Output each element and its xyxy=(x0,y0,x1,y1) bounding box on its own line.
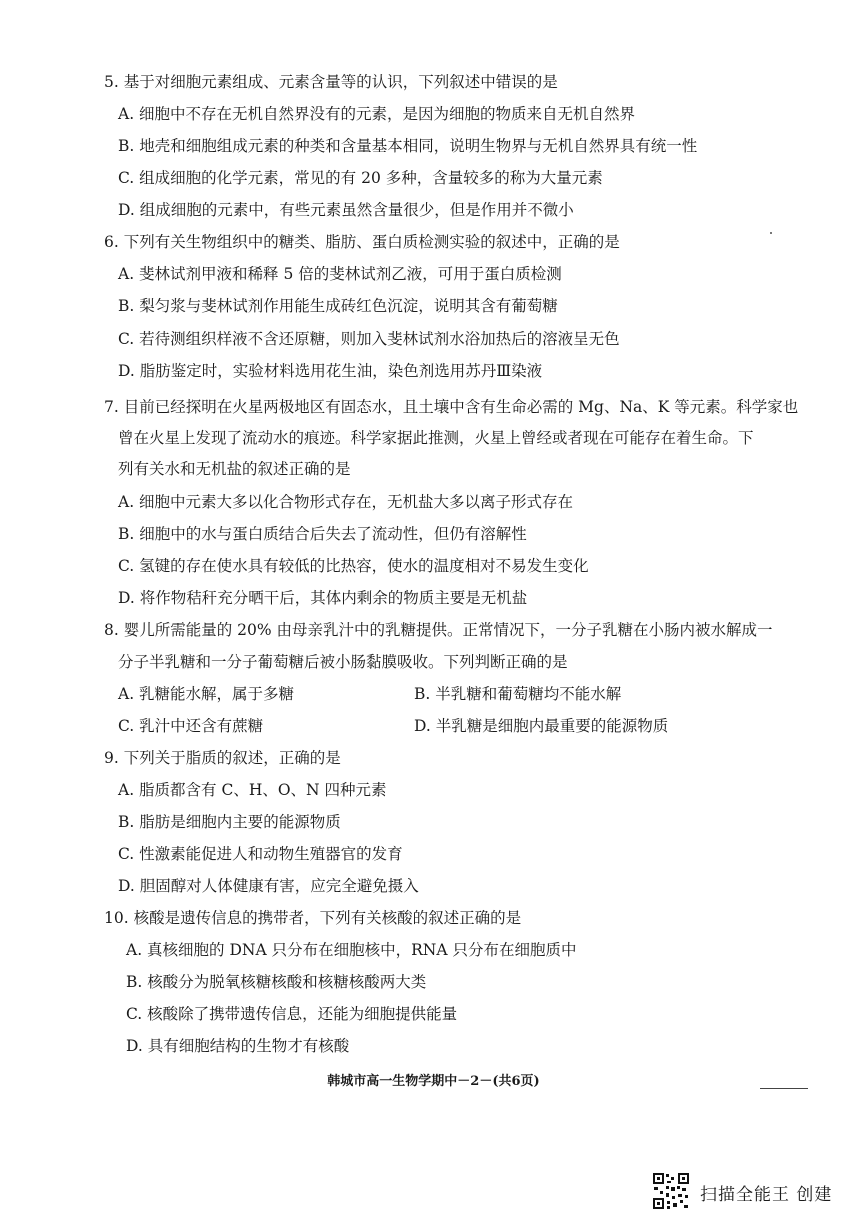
q8-option-b: B. 半乳糖和葡萄糖均不能水解 xyxy=(414,685,622,703)
q7-stem-line-1: 7. 目前已经探明在火星两极地区有固态水，且土壤中含有生命必需的 Mg、Na、K 等元素。科学家也 xyxy=(104,398,799,416)
scan-dot xyxy=(770,232,772,234)
q10-stem: 10. 核酸是遗传信息的携带者，下列有关核酸的叙述正确的是 xyxy=(104,909,522,927)
q10-option-d: D. 具有细胞结构的生物才有核酸 xyxy=(126,1037,350,1055)
q6-stem: 6. 下列有关生物组织中的糖类、脂肪、蛋白质检测实验的叙述中，正确的是 xyxy=(104,233,620,251)
q8-option-a: A. 乳糖能水解，属于多糖 xyxy=(118,685,295,703)
scan-smudge xyxy=(760,1088,808,1089)
q6-option-c: C. 若待测组织样液不含还原糖，则加入斐林试剂水浴加热后的溶液呈无色 xyxy=(118,330,620,348)
q7-option-c: C. 氢键的存在使水具有较低的比热容，使水的温度相对不易发生变化 xyxy=(118,557,589,575)
q7-stem-line-2: 曾在火星上发现了流动水的痕迹。科学家据此推测，火星上曾经或者现在可能存在着生命。下 xyxy=(118,429,754,447)
q5-option-c: C. 组成细胞的化学元素，常见的有 20 多种，含量较多的称为大量元素 xyxy=(118,169,603,187)
q6-option-b: B. 梨匀浆与斐林试剂作用能生成砖红色沉淀，说明其含有葡萄糖 xyxy=(118,297,558,315)
q9-option-d: D. 胆固醇对人体健康有害，应完全避免摄入 xyxy=(118,877,419,895)
q8-option-d: D. 半乳糖是细胞内最重要的能源物质 xyxy=(414,717,669,735)
q5-stem: 5. 基于对细胞元素组成、元素含量等的认识，下列叙述中错误的是 xyxy=(104,73,558,91)
q7-option-d: D. 将作物秸秆充分晒干后，其体内剩余的物质主要是无机盐 xyxy=(118,589,528,607)
scanner-badge-text: 扫描全能王 创建 xyxy=(700,1185,833,1205)
q7-option-b: B. 细胞中的水与蛋白质结合后失去了流动性，但仍有溶解性 xyxy=(118,525,527,543)
q8-stem-line-2: 分子半乳糖和一分子葡萄糖后被小肠黏膜吸收。下列判断正确的是 xyxy=(118,653,568,671)
q5-option-d: D. 组成细胞的元素中，有些元素虽然含量很少，但是作用并不微小 xyxy=(118,201,574,219)
q7-stem-line-3: 列有关水和无机盐的叙述正确的是 xyxy=(118,460,351,478)
scanner-watermark xyxy=(652,1172,852,1212)
q8-stem-line-1: 8. 婴儿所需能量的 20% 由母亲乳汁中的乳糖提供。正常情况下，一分子乳糖在小肠内被水解成一 xyxy=(104,621,773,639)
q9-option-a: A. 脂质都含有 C、H、O、N 四种元素 xyxy=(118,781,387,799)
q10-option-c: C. 核酸除了携带遗传信息，还能为细胞提供能量 xyxy=(126,1005,458,1023)
q9-option-b: B. 脂肪是细胞内主要的能源物质 xyxy=(118,813,341,831)
q6-option-d: D. 脂肪鉴定时，实验材料选用花生油，染色剂选用苏丹Ⅲ染液 xyxy=(118,362,543,380)
q5-option-a: A. 细胞中不存在无机自然界没有的元素，是因为细胞的物质来自无机自然界 xyxy=(118,105,636,123)
q7-option-a: A. 细胞中元素大多以化合物形式存在，无机盐大多以离子形式存在 xyxy=(118,493,574,511)
q6-option-a: A. 斐林试剂甲液和稀释 5 倍的斐林试剂乙液，可用于蛋白质检测 xyxy=(118,265,562,283)
page-footer: 韩城市高一生物学期中－2－(共6页) xyxy=(327,1074,540,1089)
q5-option-b: B. 地壳和细胞组成元素的种类和含量基本相同，说明生物界与无机自然界具有统一性 xyxy=(118,137,698,155)
q9-stem: 9. 下列关于脂质的叙述，正确的是 xyxy=(104,749,341,767)
qr-code-icon xyxy=(652,1172,690,1210)
q8-option-c: C. 乳汁中还含有蔗糖 xyxy=(118,717,264,735)
q10-option-b: B. 核酸分为脱氧核糖核酸和核糖核酸两大类 xyxy=(126,973,427,991)
q10-option-a: A. 真核细胞的 DNA 只分布在细胞核中，RNA 只分布在细胞质中 xyxy=(126,941,577,959)
q9-option-c: C. 性激素能促进人和动物生殖器官的发育 xyxy=(118,845,403,863)
